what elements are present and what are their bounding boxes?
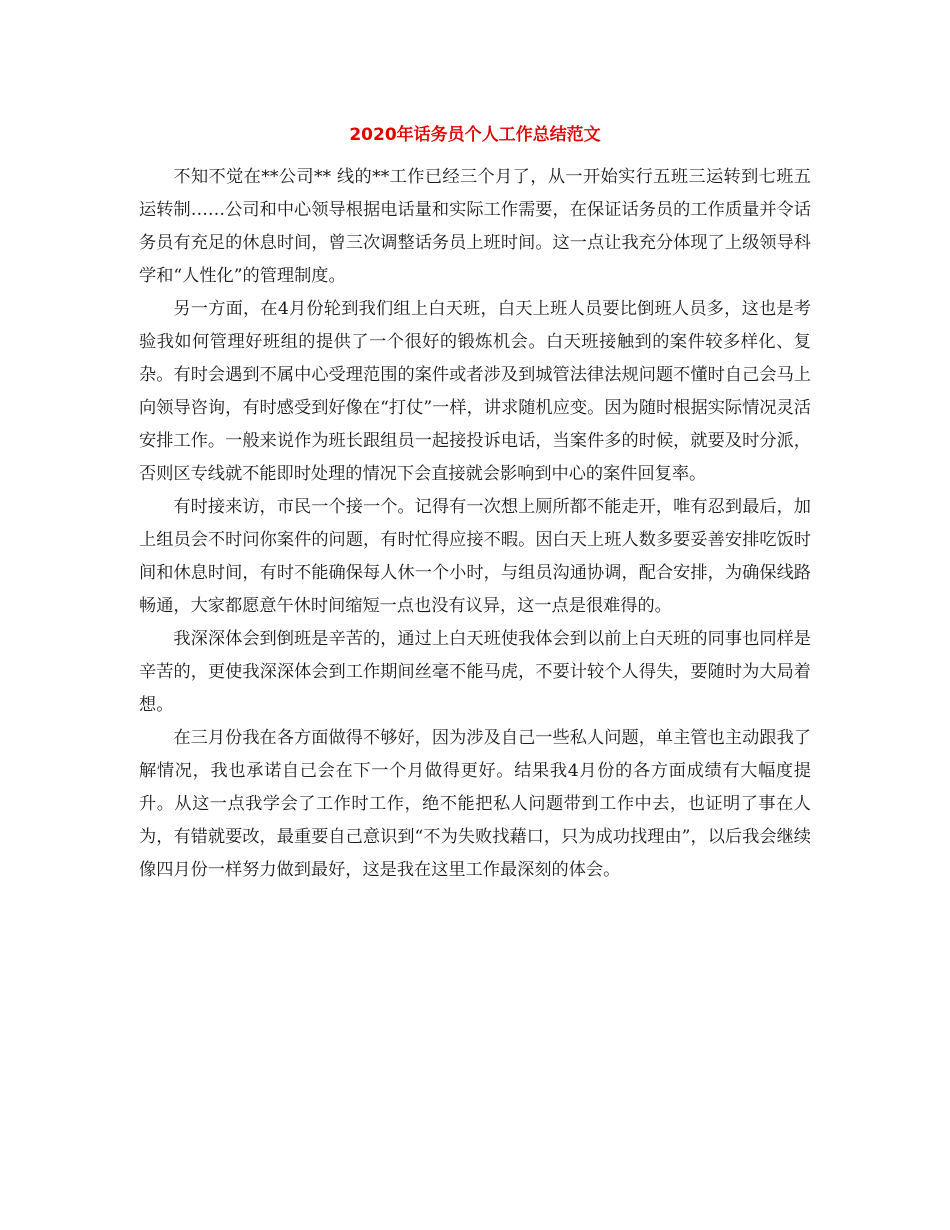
paragraph: 不知不觉在**公司** 线的**工作已经三个月了，从一开始实行五班三运转到七班五运转制……公司和中心领导根据电话量和实际工作需要，在保证话务员的工作质量并令话务员有充足的休息时间，曾三次调整话务员上班时间。这一点让我充分体现了上级领导科学和“人性化”的管理制度。 [139, 167, 811, 286]
paragraph: 我深深体会到倒班是辛苦的，通过上白天班使我体会到以前上白天班的同事也同样是辛苦的，更使我深深体会到工作期间丝毫不能马虎，不要计较个人得失，要随时为大局着想。 [139, 629, 811, 715]
document-body [139, 161, 811, 887]
paragraph: 有时接来访，市民一个接一个。记得有一次想上厕所都不能走开，唯有忍到最后，加上组员会不时问你案件的问题，有时忙得应接不暇。因白天上班人数多要妥善安排吃饭时间和休息时间，有时不能确保每人休一个小时，与组员沟通协调，配合安排，为确保线路畅通，大家都愿意午休时间缩短一点也没有议异，这一点是很难得的。 [139, 497, 811, 616]
document-title: 2020年话务员个人工作总结范文 [349, 125, 601, 145]
paragraph: 另一方面，在4月份轮到我们组上白天班，白天上班人员要比倒班人员多，这也是考验我如何管理好班组的提供了一个很好的锻炼机会。白天班接触到的案件较多样化、复杂。有时会遇到不属中心受理范围的案件或者涉及到城管法律法规问题不懂时自己会马上向领导咨询，有时感受到好像在“打仗”一样，讲求随机应变。因为随时根据实际情况灵活安排工作。一般来说作为班长跟组员一起接投诉电话，当案件多的时候，就要及时分派，否则区专线就不能即时处理的情况下会直接就会影响到中心的案件回复率。 [139, 299, 811, 484]
paragraph: 在三月份我在各方面做得不够好，因为涉及自己一些私人问题，单主管也主动跟我了解情况，我也承诺自己会在下一个月做得更好。结果我4月份的各方面成绩有大幅度提升。从这一点我学会了工作时工作，绝不能把私人问题带到工作中去，也证明了事在人为，有错就要改，最重要自己意识到“不为失败找藉口，只为成功找理由”，以后我会继续像四月份一样努力做到最好，这是我在这里工作最深刻的体会。 [139, 728, 811, 880]
